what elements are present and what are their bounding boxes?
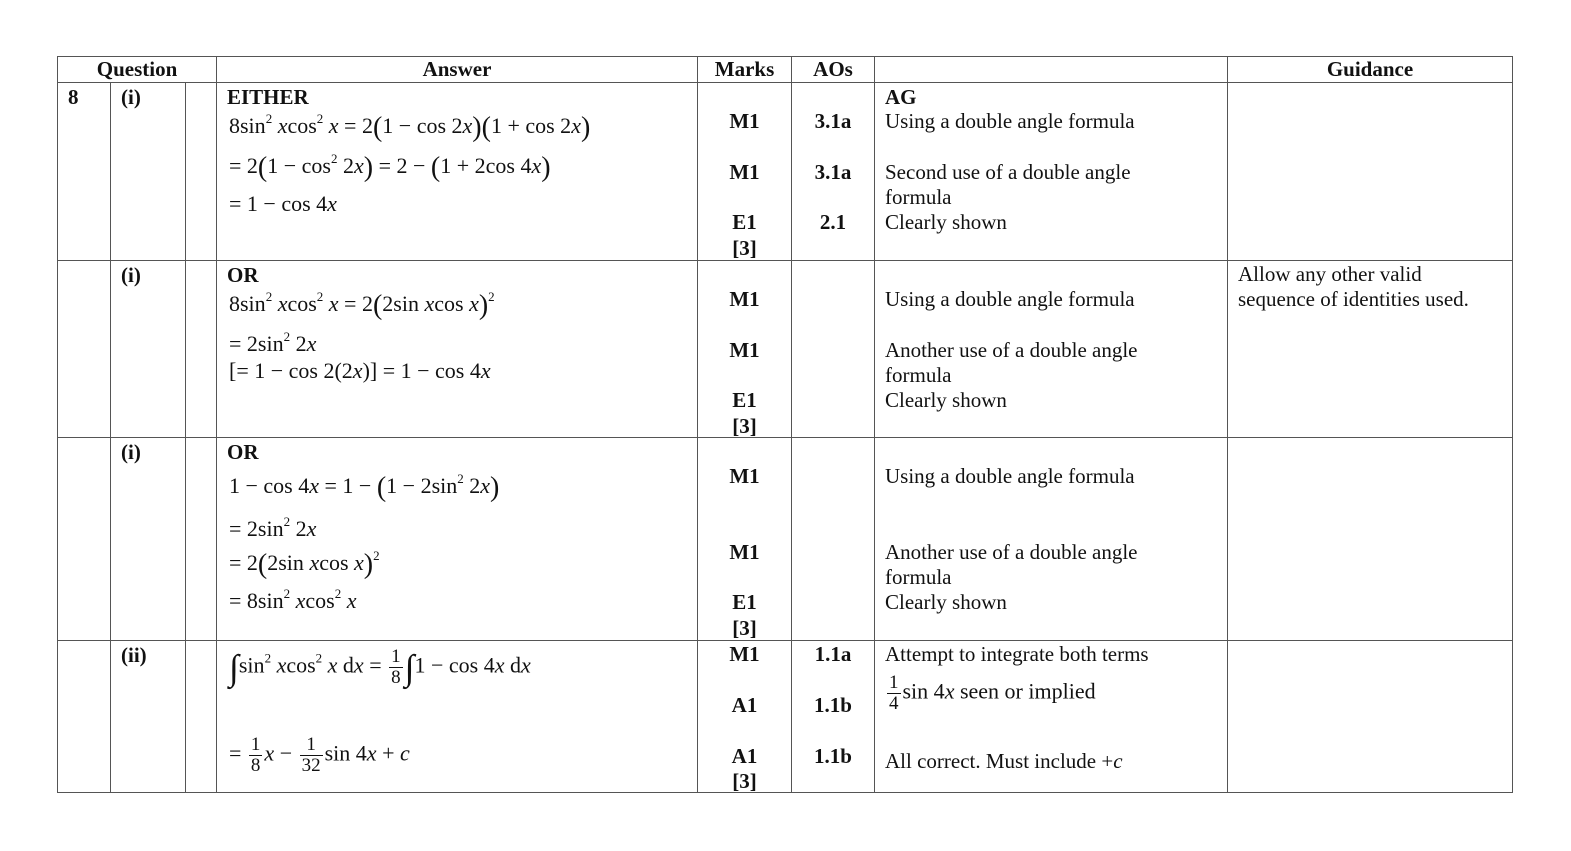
comment-cell xyxy=(875,438,1228,641)
comment-line: Attempt to integrate both terms xyxy=(885,642,1149,666)
comment-line: Clearly shown xyxy=(885,388,1007,412)
comment-line: formula xyxy=(885,363,952,387)
answer-cell xyxy=(217,83,698,261)
mark-total: [3] xyxy=(732,769,757,793)
mark-code: E1 xyxy=(732,590,757,614)
answer-line: = $8\sin^2$ xcos$^2$ x xyxy=(229,586,357,613)
comment-line: formula xyxy=(885,185,952,209)
guidance-cell xyxy=(1228,83,1513,261)
marks-cell xyxy=(698,261,792,438)
comment-line: Second use of a double angle xyxy=(885,160,1131,184)
guidance-line: Allow any other valid xyxy=(1238,262,1422,286)
answer-cell xyxy=(217,438,698,641)
mark-code: M1 xyxy=(729,160,760,184)
guidance-cell xyxy=(1228,438,1513,641)
question-number-empty xyxy=(58,438,111,641)
question-subpart xyxy=(186,438,217,641)
header-comment xyxy=(875,57,1228,83)
ao-code: 2.1 xyxy=(819,210,847,234)
table-row xyxy=(58,261,1513,438)
answer-line: $\int\sin^2$ xcos$^2$ x dx = $\frac{1}{8}$ ∫1 − cos 4x dx xyxy=(229,646,531,688)
table-row xyxy=(58,83,1513,261)
question-subpart xyxy=(186,83,217,261)
comment-line: formula xyxy=(885,565,952,589)
comment-line: Using a double angle formula xyxy=(885,464,1135,488)
question-number-empty xyxy=(58,261,111,438)
question-subpart xyxy=(186,641,217,793)
header-marks: Marks xyxy=(698,57,792,83)
guidance-cell xyxy=(1228,261,1513,438)
answer-line: = $\frac{1}{8}$ x − $\frac{1}{32}$ sin 4x + c xyxy=(229,734,410,776)
comment-line: Another use of a double angle xyxy=(885,338,1138,362)
guidance-line: sequence of identities used. xyxy=(1238,287,1469,311)
answer-line: = 1 − cos 4x xyxy=(229,191,337,216)
aos-cell xyxy=(792,83,875,261)
marks-cell xyxy=(698,438,792,641)
aos-cell xyxy=(792,641,875,793)
mark-code: A1 xyxy=(731,744,758,768)
guidance-cell xyxy=(1228,641,1513,793)
table-row xyxy=(58,641,1513,793)
comment-line: All correct. Must include +c xyxy=(885,749,1123,773)
comment-cell xyxy=(875,641,1228,793)
answer-line: = $2(1 - \cos^2 2x) = 2 - (1 + 2\cos$ 4x) xyxy=(229,151,551,183)
question-number: 8 xyxy=(58,83,111,261)
header-row xyxy=(58,57,1513,83)
header-aos: AOs xyxy=(792,57,875,83)
mark-total: [3] xyxy=(732,236,757,260)
mark-code: E1 xyxy=(732,210,757,234)
aos-cell xyxy=(792,438,875,641)
comment-line: AG xyxy=(885,85,917,109)
answer-line: $8\sin^2$ xcos$^2$ x = 2(1 − cos 2x)(1 + cos 2x) xyxy=(229,111,591,143)
mark-code: M1 xyxy=(729,338,760,362)
comment-line: Clearly shown xyxy=(885,210,1007,234)
question-number-empty xyxy=(58,641,111,793)
answer-heading: EITHER xyxy=(227,85,309,109)
aos-cell xyxy=(792,261,875,438)
header-question: Question xyxy=(58,57,217,83)
mark-code: A1 xyxy=(731,693,758,717)
answer-line: = 2(2sin xcos x)$^2$ xyxy=(229,548,380,580)
answer-line: = $2\sin^2$ 2x xyxy=(229,329,317,356)
mark-code: M1 xyxy=(729,642,760,666)
answer-line: [= 1 − cos 2(2x)] = 1 − cos 4x xyxy=(229,358,491,383)
mark-code: M1 xyxy=(729,540,760,564)
marks-cell xyxy=(698,641,792,793)
comment-line: Clearly shown xyxy=(885,590,1007,614)
comment-line: Using a double angle formula xyxy=(885,287,1135,311)
mark-code: M1 xyxy=(729,287,760,311)
answer-heading: OR xyxy=(227,440,259,464)
table-row xyxy=(58,438,1513,641)
mark-code: M1 xyxy=(729,464,760,488)
comment-cell xyxy=(875,83,1228,261)
answer-cell xyxy=(217,641,698,793)
answer-line: $8\sin^2$ xcos$^2$ x = 2(2sin xcos x)$^2$ xyxy=(229,289,495,321)
question-subpart xyxy=(186,261,217,438)
ao-code: 3.1a xyxy=(814,109,852,133)
ao-code: 3.1a xyxy=(814,160,852,184)
question-part: (i) xyxy=(111,438,186,641)
ao-code: 1.1b xyxy=(814,693,852,717)
ao-code: 1.1b xyxy=(814,744,852,768)
question-part: (ii) xyxy=(111,641,186,793)
mark-scheme-table xyxy=(57,56,1513,793)
mark-code: M1 xyxy=(729,109,760,133)
answer-line: $1 - \cos 4x = 1 - (1 - 2\sin^2$ 2x) xyxy=(229,471,500,503)
answer-heading: OR xyxy=(227,263,259,287)
comment-cell xyxy=(875,261,1228,438)
question-part: (i) xyxy=(111,83,186,261)
comment-line: Using a double angle formula xyxy=(885,109,1135,133)
ao-code: 1.1a xyxy=(814,642,852,666)
question-part: (i) xyxy=(111,261,186,438)
comment-line: Another use of a double angle xyxy=(885,540,1138,564)
mark-code: E1 xyxy=(732,388,757,412)
mark-total: [3] xyxy=(732,414,757,438)
header-guidance: Guidance xyxy=(1228,57,1513,83)
mark-total: [3] xyxy=(732,616,757,640)
answer-line: = $2\sin^2$ 2x xyxy=(229,514,317,541)
marks-cell xyxy=(698,83,792,261)
comment-line-math: $\frac{1}{4}$ sin 4x seen or implied xyxy=(889,672,1096,714)
answer-cell xyxy=(217,261,698,438)
header-answer: Answer xyxy=(217,57,698,83)
